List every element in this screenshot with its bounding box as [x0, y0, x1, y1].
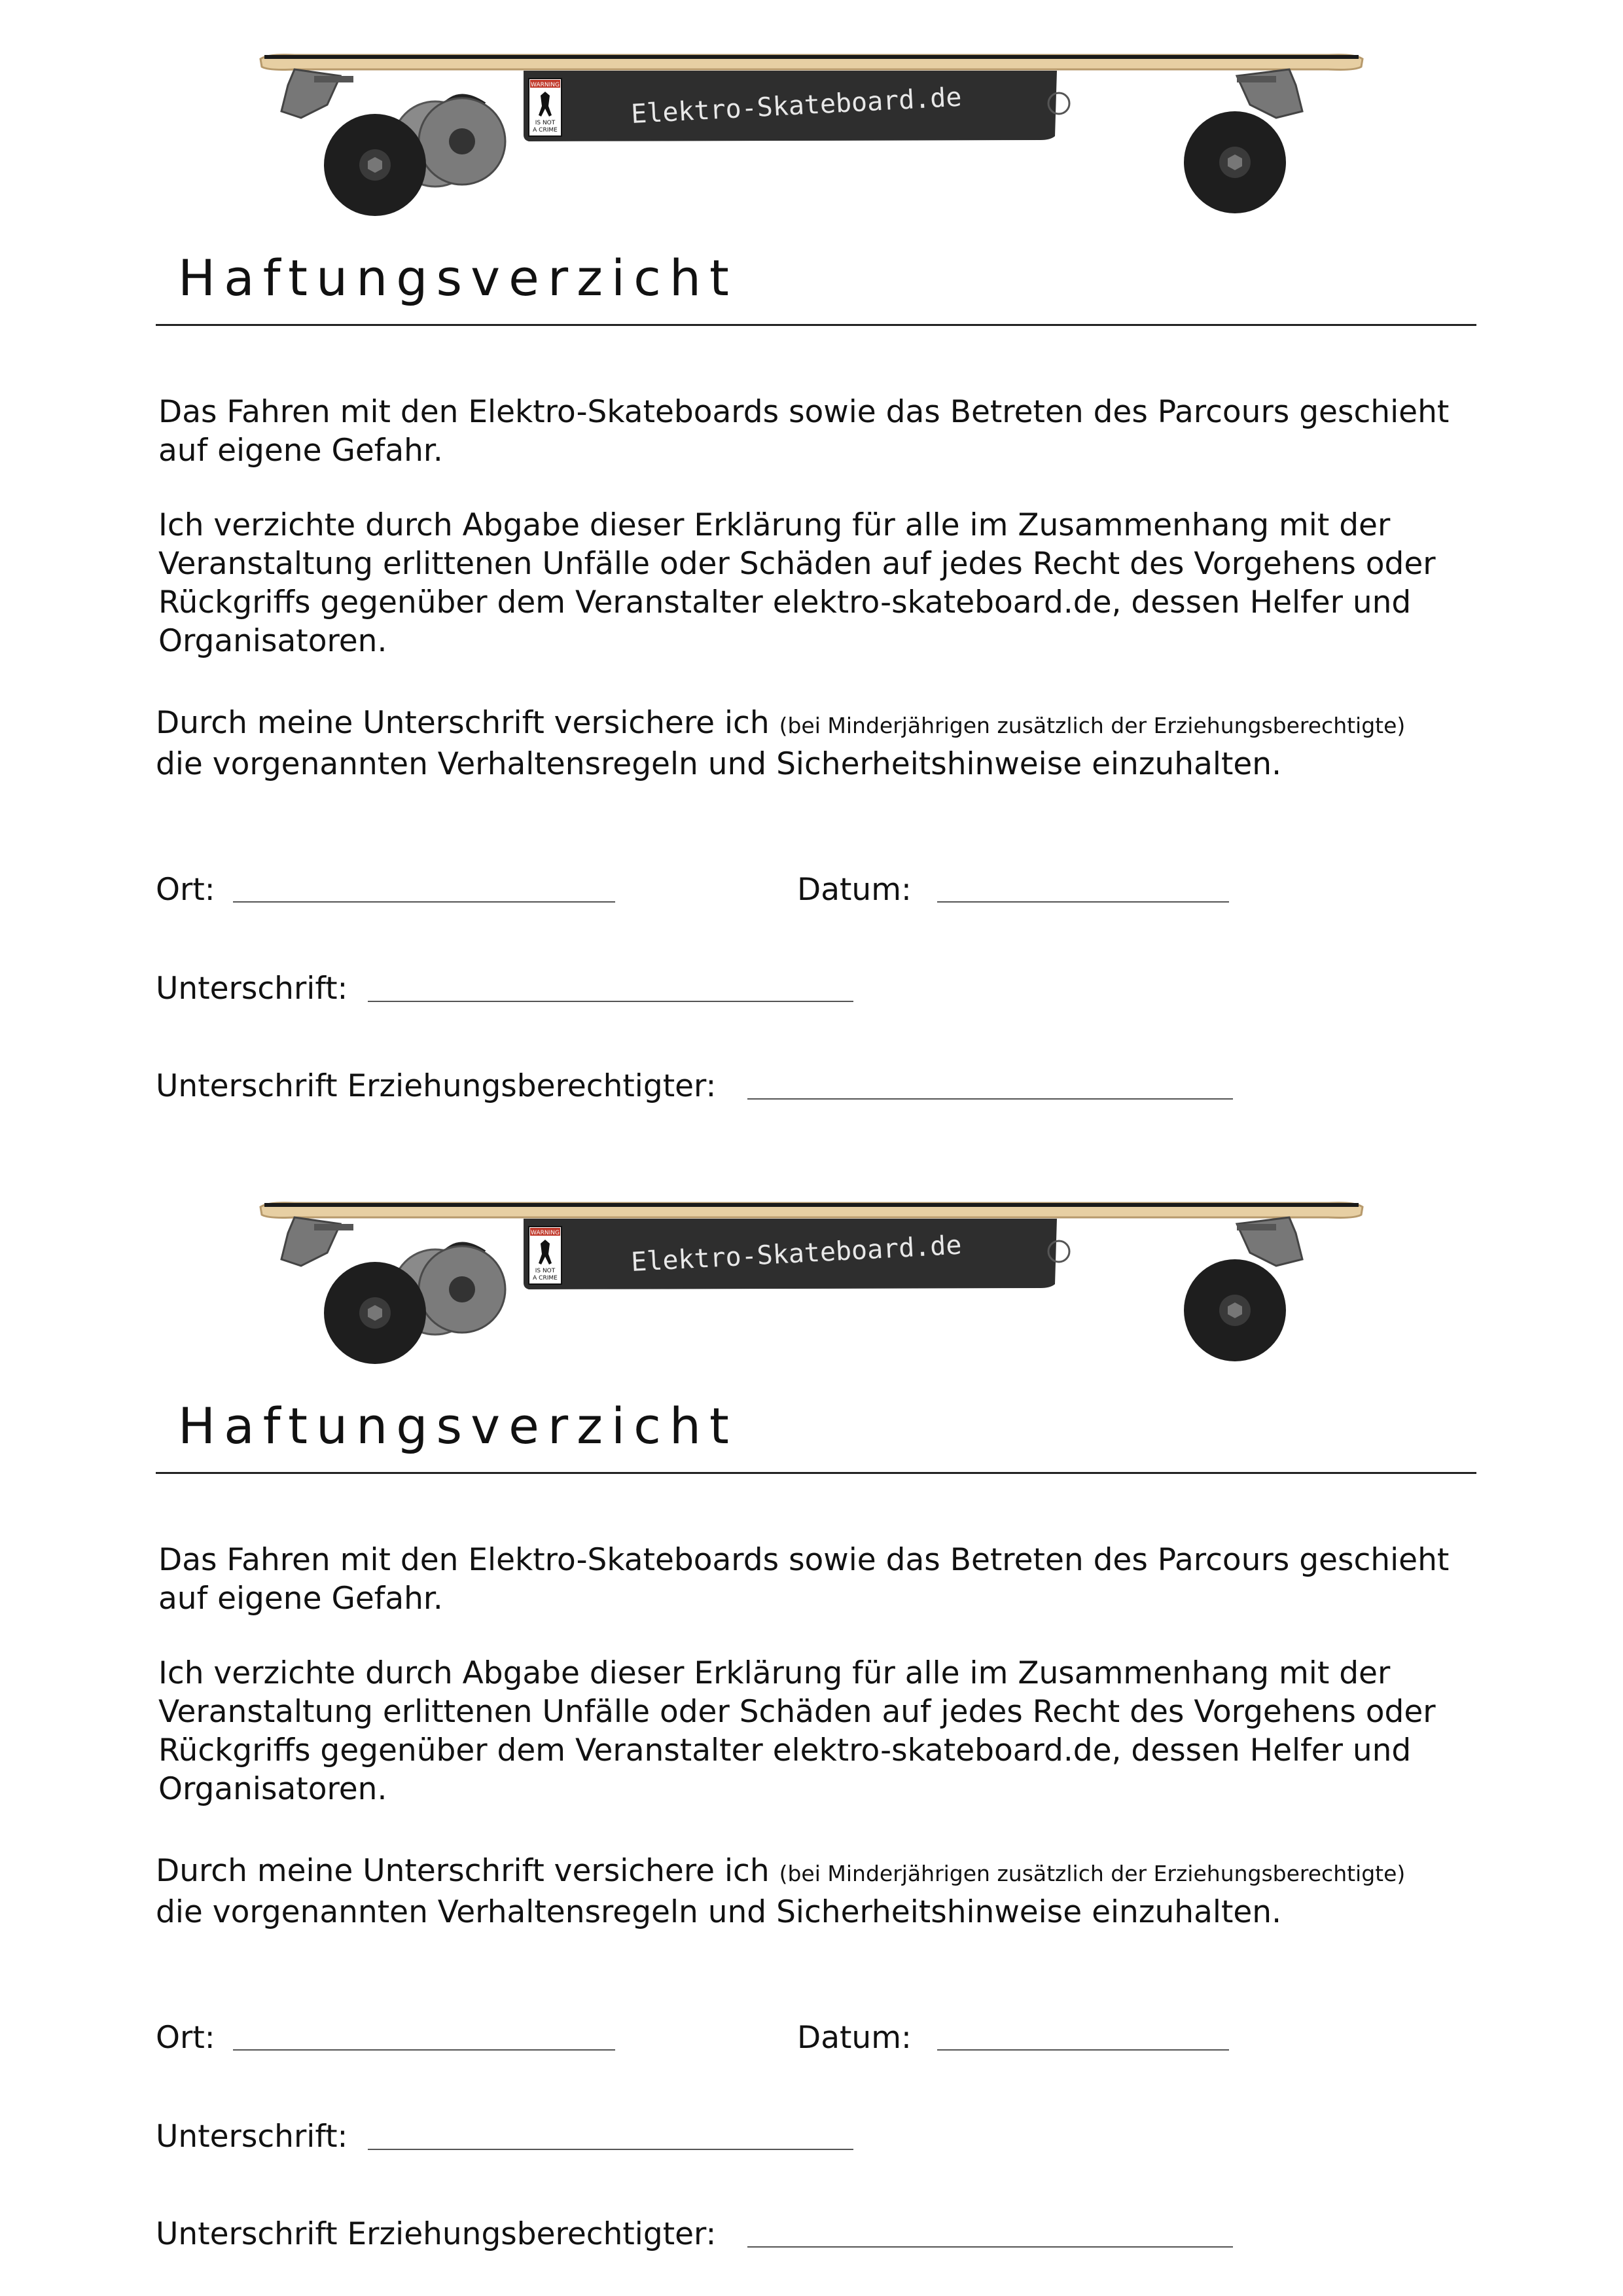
- ort-label: Ort:: [156, 2020, 215, 2056]
- unterschrift-erziehungsberechtigter-field[interactable]: [747, 1098, 1233, 1100]
- unterschrift-erziehungsberechtigter-label: Unterschrift Erziehungsberechtigter:: [156, 2216, 717, 2252]
- paragraph-waiver: Ich verzichte durch Abgabe dieser Erklärung für alle im Zusammenhang mit der Veranstaltung erlittenen Unfälle oder Schäden auf jedes Recht des Vorgehens oder Rückgriffs gegenüber dem Veranstalter elektro-skateboard.de, dessen Helfer und Organisatoren.: [158, 1655, 1436, 1807]
- title-divider: [156, 1472, 1476, 1474]
- ort-label: Ort:: [156, 872, 215, 908]
- signature-note-text-2: die vorgenannten Verhaltensregeln und Sicherheitshinweise einzuhalten.: [156, 746, 1282, 782]
- datum-label: Datum:: [797, 872, 912, 908]
- signature-note-text: Durch meine Unterschrift versichere ich: [156, 705, 779, 741]
- signature-note-text: Durch meine Unterschrift versichere ich: [156, 1853, 779, 1889]
- signature-note-text-2: die vorgenannten Verhaltensregeln und Sicherheitshinweise einzuhalten.: [156, 1894, 1282, 1930]
- paragraph-signature-note: [156, 704, 1491, 783]
- unterschrift-erziehungsberechtigter-field[interactable]: [747, 2246, 1233, 2248]
- page-title: Haftungsverzicht: [178, 249, 738, 307]
- sticker-text-2: A CRIME: [533, 1275, 558, 1282]
- sticker-warning-text: WARNING: [531, 1230, 560, 1236]
- unterschrift-field[interactable]: [368, 2149, 853, 2150]
- paragraph-waiver: Ich verzichte durch Abgabe dieser Erklärung für alle im Zusammenhang mit der Veranstaltung erlittenen Unfälle oder Schäden auf jedes Recht des Vorgehens oder Rückgriffs gegenüber dem Veranstalter elektro-skateboard.de, dessen Helfer und Organisatoren.: [158, 507, 1436, 659]
- datum-label: Datum:: [797, 2020, 912, 2056]
- skateboard-illustration: [255, 1187, 1368, 1377]
- skateboard-illustration: [255, 39, 1368, 229]
- unterschrift-field[interactable]: [368, 1001, 853, 1002]
- paragraph-signature-note: [156, 1852, 1491, 1931]
- ort-field[interactable]: [233, 901, 615, 903]
- signature-note-minor: (bei Minderjährigen zusätzlich der Erziehungsberechtigte): [779, 713, 1406, 738]
- brand-text: Elektro-Skateboard.de: [630, 82, 963, 130]
- sticker-warning-text: WARNING: [531, 82, 560, 88]
- signature-note-minor: (bei Minderjährigen zusätzlich der Erziehungsberechtigte): [779, 1861, 1406, 1886]
- paragraph-risk: Das Fahren mit den Elektro-Skateboards sowie das Betreten des Parcours geschieht auf eigene Gefahr.: [158, 1542, 1450, 1617]
- datum-field[interactable]: [937, 901, 1229, 903]
- sticker-text-1: IS NOT: [535, 120, 556, 126]
- title-divider: [156, 324, 1476, 326]
- datum-field[interactable]: [937, 2049, 1229, 2051]
- unterschrift-erziehungsberechtigter-label: Unterschrift Erziehungsberechtigter:: [156, 1068, 717, 1104]
- ort-field[interactable]: [233, 2049, 615, 2051]
- page-title: Haftungsverzicht: [178, 1397, 738, 1455]
- unterschrift-label: Unterschrift:: [156, 2119, 348, 2155]
- sticker-text-1: IS NOT: [535, 1268, 556, 1274]
- brand-text: Elektro-Skateboard.de: [630, 1230, 963, 1278]
- paragraph-risk: Das Fahren mit den Elektro-Skateboards sowie das Betreten des Parcours geschieht auf eigene Gefahr.: [158, 394, 1450, 469]
- sticker-text-2: A CRIME: [533, 127, 558, 134]
- unterschrift-label: Unterschrift:: [156, 971, 348, 1007]
- waiver-form-2: [0, 1148, 1623, 2296]
